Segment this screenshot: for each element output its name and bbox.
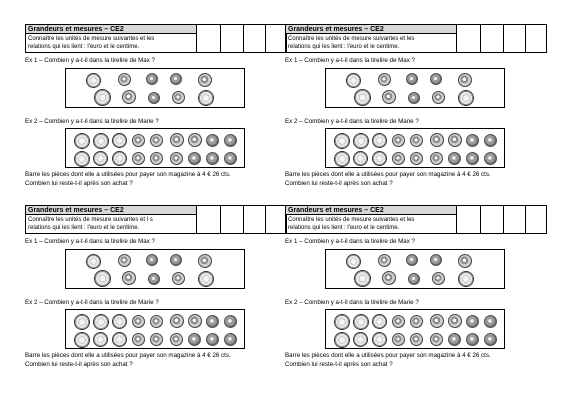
coin-image	[224, 134, 237, 147]
worksheet-header	[25, 205, 287, 234]
exercise-2-question: Combien lui reste-t-il après son achat ?	[285, 180, 393, 187]
coin-image	[458, 271, 474, 287]
coin-image	[353, 133, 369, 149]
coin-image	[430, 152, 443, 165]
coin-image	[392, 152, 405, 165]
evaluation-box	[266, 25, 287, 52]
coin-image	[112, 133, 127, 148]
worksheet-header	[25, 24, 287, 53]
coin-image	[198, 90, 214, 106]
coin-image	[112, 332, 127, 347]
coin-image	[206, 315, 219, 328]
coin-image	[146, 73, 158, 85]
coin-image	[378, 73, 391, 86]
coin-image	[430, 133, 444, 147]
coin-image	[172, 91, 185, 104]
coin-image	[406, 73, 418, 85]
coin-image	[432, 91, 445, 104]
coin-image	[118, 73, 131, 86]
exercise-2-instruction: Barre les pièces dont elle a utilisées pour payer son magazine à 4 € 26 cts.	[285, 171, 491, 178]
evaluation-box	[197, 206, 221, 233]
coin-image	[170, 314, 184, 328]
coin-image	[372, 133, 387, 148]
worksheet	[25, 24, 287, 202]
coin-image	[93, 332, 108, 347]
coin-image	[224, 333, 237, 346]
objective-line: Connaître les unités de mesure suivantes et les	[28, 36, 155, 42]
coin-image	[372, 314, 387, 329]
coin-image	[150, 333, 163, 346]
coin-image	[198, 254, 212, 268]
coin-image	[118, 254, 131, 267]
exercise-2-question: Combien lui reste-t-il après son achat ?	[285, 361, 393, 368]
evaluation-box	[526, 206, 547, 233]
coin-image	[170, 133, 184, 147]
coin-box-marie	[325, 128, 505, 168]
coin-image	[430, 254, 442, 266]
objective-line: Connaître les unités de mesure suivantes et les	[288, 217, 415, 223]
evaluation-box	[526, 25, 547, 52]
coin-image	[382, 90, 396, 104]
coin-image	[150, 152, 163, 165]
evaluation-boxes	[456, 25, 547, 52]
coin-image	[146, 254, 158, 266]
coin-image	[188, 133, 202, 147]
coin-image	[170, 73, 182, 85]
coin-image	[334, 332, 350, 348]
worksheet-header	[285, 24, 547, 53]
worksheet	[285, 24, 547, 202]
worksheet	[285, 205, 547, 383]
coin-image	[74, 314, 90, 330]
coin-image	[408, 273, 420, 285]
coin-image	[354, 270, 371, 287]
coin-image	[206, 152, 219, 165]
coin-image	[346, 73, 361, 88]
worksheet-title: Grandeurs et mesures – CE2	[26, 206, 196, 215]
coin-image	[148, 92, 160, 104]
evaluation-box	[504, 25, 526, 52]
exercise-2-prompt: Ex 2 – Combien y a-t-il dans la tirelire de Marie ?	[285, 299, 419, 306]
coin-box-max	[65, 68, 245, 108]
coin-image	[448, 333, 461, 346]
exercise-1-prompt: Ex 1 – Combien y a-t-il dans la tirelire de Max ?	[25, 57, 155, 64]
coin-image	[458, 90, 474, 106]
coin-image	[112, 314, 127, 329]
coin-image	[170, 254, 182, 266]
coin-image	[334, 133, 350, 149]
coin-image	[466, 152, 479, 165]
evaluation-box	[481, 25, 503, 52]
coin-image	[484, 333, 497, 346]
coin-image	[430, 314, 444, 328]
coin-image	[354, 89, 371, 106]
coin-image	[410, 333, 423, 346]
coin-image	[410, 152, 423, 165]
coin-image	[430, 333, 443, 346]
exercise-2-instruction: Barre les pièces dont elle a utilisées pour payer son magazine à 4 € 26 cts.	[25, 352, 231, 359]
evaluation-box	[221, 206, 243, 233]
coin-image	[353, 314, 369, 330]
evaluation-box	[504, 206, 526, 233]
exercise-2-question: Combien lui reste-t-il après son achat ?	[25, 361, 133, 368]
evaluation-box	[481, 206, 503, 233]
coin-image	[112, 151, 127, 166]
evaluation-boxes	[196, 25, 287, 52]
coin-image	[372, 151, 387, 166]
coin-image	[170, 152, 183, 165]
objective-line: Connaître les unités de mesure suivantes et l s	[28, 217, 153, 223]
coin-image	[410, 134, 423, 147]
worksheet-title: Grandeurs et mesures – CE2	[286, 206, 456, 215]
coin-image	[86, 254, 101, 269]
coin-image	[410, 315, 423, 328]
coin-image	[94, 89, 111, 106]
exercise-2-instruction: Barre les pièces dont elle a utilisées pour payer son magazine à 4 € 26 cts.	[25, 171, 231, 178]
exercise-2-prompt: Ex 2 – Combien y a-t-il dans la tirelire de Marie ?	[285, 118, 419, 125]
worksheet-objective	[28, 35, 196, 51]
coin-image	[150, 134, 163, 147]
coin-image	[334, 151, 350, 167]
coin-image	[448, 152, 461, 165]
coin-box-marie	[65, 128, 245, 168]
coin-image	[334, 314, 350, 330]
coin-image	[188, 314, 202, 328]
exercise-2-question: Combien lui reste-t-il après son achat ?	[25, 180, 133, 187]
coin-image	[432, 272, 445, 285]
evaluation-box	[197, 25, 221, 52]
coin-image	[132, 315, 145, 328]
coin-image	[224, 315, 237, 328]
coin-image	[484, 315, 497, 328]
worksheet-objective	[28, 216, 196, 232]
coin-image	[93, 133, 109, 149]
coin-box-max	[325, 249, 505, 289]
coin-image	[392, 333, 405, 346]
coin-image	[392, 134, 405, 147]
coin-image	[188, 152, 201, 165]
coin-image	[458, 73, 472, 87]
worksheet-title: Grandeurs et mesures – CE2	[286, 25, 456, 34]
coin-image	[93, 314, 109, 330]
coin-image	[372, 332, 387, 347]
coin-image	[206, 333, 219, 346]
coin-image	[132, 152, 145, 165]
exercise-2-instruction: Barre les pièces dont elle a utilisées pour payer son magazine à 4 € 26 cts.	[285, 352, 491, 359]
coin-image	[206, 134, 219, 147]
coin-image	[150, 315, 163, 328]
worksheet-objective	[288, 216, 456, 232]
coin-image	[148, 273, 160, 285]
coin-box-marie	[65, 309, 245, 349]
exercise-2-prompt: Ex 2 – Combien y a-t-il dans la tirelire de Marie ?	[25, 118, 159, 125]
evaluation-boxes	[456, 206, 547, 233]
coin-image	[346, 254, 361, 269]
coin-box-max	[325, 68, 505, 108]
coin-box-marie	[325, 309, 505, 349]
coin-image	[484, 134, 497, 147]
coin-image	[93, 151, 108, 166]
coin-image	[353, 151, 368, 166]
objective-line: relations qui les lient : l'euro et le centime.	[28, 225, 140, 231]
evaluation-box	[457, 25, 481, 52]
coin-image	[188, 333, 201, 346]
coin-image	[198, 73, 212, 87]
evaluation-box	[221, 25, 243, 52]
evaluation-box	[266, 206, 287, 233]
coin-image	[170, 333, 183, 346]
coin-image	[430, 73, 442, 85]
worksheet-title: Grandeurs et mesures – CE2	[26, 25, 196, 34]
exercise-1-prompt: Ex 1 – Combien y a-t-il dans la tirelire de Max ?	[285, 238, 415, 245]
coin-image	[172, 272, 185, 285]
evaluation-box	[244, 206, 266, 233]
coin-image	[406, 254, 418, 266]
exercise-2-prompt: Ex 2 – Combien y a-t-il dans la tirelire de Marie ?	[25, 299, 159, 306]
coin-image	[353, 332, 368, 347]
objective-line: relations qui les lient : l'euro et le centime.	[28, 44, 140, 50]
coin-image	[94, 270, 111, 287]
evaluation-boxes	[196, 206, 287, 233]
objective-line: relations qui les lient : l'euro et le centime.	[288, 44, 400, 50]
objective-line: relations qui les lient : l'euro et le centime.	[288, 225, 400, 231]
coin-image	[198, 271, 214, 287]
coin-image	[132, 134, 145, 147]
coin-image	[408, 92, 420, 104]
coin-image	[466, 315, 479, 328]
worksheet	[25, 205, 287, 383]
coin-image	[466, 134, 479, 147]
coin-image	[74, 133, 90, 149]
coin-image	[74, 151, 90, 167]
coin-image	[122, 271, 136, 285]
coin-image	[458, 254, 472, 268]
coin-image	[132, 333, 145, 346]
worksheet-objective	[288, 35, 456, 51]
coin-box-max	[65, 249, 245, 289]
worksheet-header	[285, 205, 547, 234]
evaluation-box	[244, 25, 266, 52]
coin-image	[382, 271, 396, 285]
coin-image	[378, 254, 391, 267]
coin-image	[224, 152, 237, 165]
coin-image	[484, 152, 497, 165]
evaluation-box	[457, 206, 481, 233]
coin-image	[466, 333, 479, 346]
coin-image	[448, 133, 462, 147]
coin-image	[74, 332, 90, 348]
exercise-1-prompt: Ex 1 – Combien y a-t-il dans la tirelire de Max ?	[25, 238, 155, 245]
exercise-1-prompt: Ex 1 – Combien y a-t-il dans la tirelire de Max ?	[285, 57, 415, 64]
coin-image	[86, 73, 101, 88]
coin-image	[122, 90, 136, 104]
coin-image	[448, 314, 462, 328]
coin-image	[392, 315, 405, 328]
objective-line: Connaître les unités de mesure suivantes et les	[288, 36, 415, 42]
